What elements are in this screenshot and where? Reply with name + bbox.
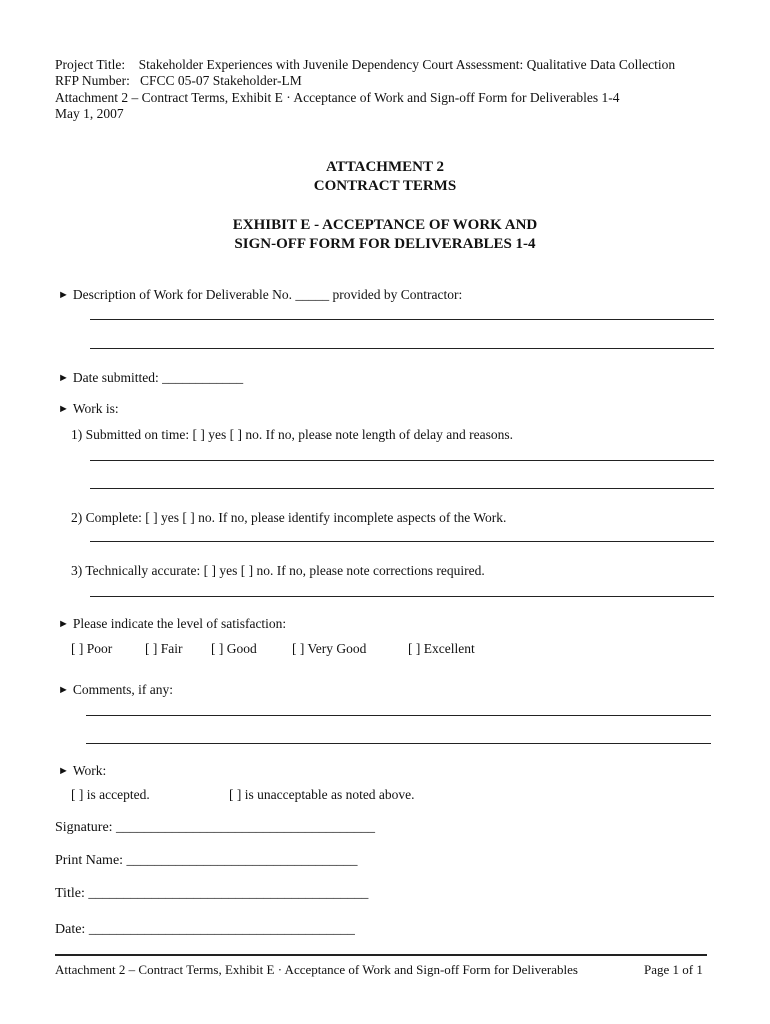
- print-name-field[interactable]: Print Name: _________________________________: [55, 853, 358, 868]
- comments-line-1[interactable]: [86, 715, 711, 716]
- question-complete[interactable]: 2) Complete: [ ] yes [ ] no. If no, please identify incomplete aspects of the Work.: [71, 510, 507, 525]
- question-submitted-on-time[interactable]: 1) Submitted on time: [ ] yes [ ] no. If no, please note length of delay and reasons.: [71, 427, 514, 442]
- delay-reason-line-2[interactable]: [90, 488, 714, 489]
- header-date: May 1, 2007: [55, 106, 124, 121]
- description-label: Description of Work for Deliverable No. _____ provided by Contractor:: [72, 287, 463, 302]
- description-line-1[interactable]: [90, 319, 714, 320]
- description-line-2[interactable]: [90, 348, 714, 349]
- date-submitted-field[interactable]: [58, 370, 243, 386]
- description-prompt: [58, 287, 462, 303]
- comments-label: Comments, if any:: [72, 682, 174, 697]
- title-signoff: SIGN-OFF FORM FOR DELIVERABLES 1-4: [234, 236, 536, 252]
- satisfaction-very-good[interactable]: [ ] Very Good: [292, 641, 367, 656]
- project-title-label: Project Title:: [55, 57, 126, 72]
- satisfaction-heading: [58, 616, 286, 632]
- delay-reason-line-1[interactable]: [90, 460, 714, 461]
- satisfaction-good[interactable]: [ ] Good: [211, 641, 257, 656]
- work-accepted-option[interactable]: [ ] is accepted.: [71, 787, 150, 802]
- arrow-right-icon: ►: [58, 289, 69, 301]
- title-attachment: ATTACHMENT 2: [326, 159, 444, 175]
- title-contract-terms: CONTRACT TERMS: [313, 178, 457, 194]
- comments-line-2[interactable]: [86, 743, 711, 744]
- work-label: Work:: [72, 763, 107, 778]
- work-unacceptable-option[interactable]: [ ] is unacceptable as noted above.: [229, 787, 415, 802]
- comments-heading: [58, 682, 173, 698]
- incomplete-aspects-line[interactable]: [90, 541, 714, 542]
- date-submitted-label: Date submitted: ____________: [72, 370, 244, 385]
- arrow-right-icon: ►: [58, 403, 69, 415]
- satisfaction-poor[interactable]: [ ] Poor: [71, 641, 113, 656]
- footer-divider: [55, 954, 707, 956]
- header-attachment-line: Attachment 2 – Contract Terms, Exhibit E · Acceptance of Work and Sign-off Form for Deliverables 1-4: [55, 90, 620, 105]
- date-field[interactable]: Date: ______________________________________: [55, 922, 355, 937]
- work-is-heading: [58, 401, 119, 417]
- corrections-line[interactable]: [90, 596, 714, 597]
- question-technically-accurate[interactable]: 3) Technically accurate: [ ] yes [ ] no. If no, please note corrections required.: [71, 563, 485, 578]
- signature-field[interactable]: Signature: _____________________________________: [55, 820, 376, 835]
- arrow-right-icon: ►: [58, 765, 69, 777]
- rfp-label: RFP Number:: [55, 73, 130, 88]
- header-project-title: [55, 57, 675, 74]
- title-field[interactable]: Title: ________________________________________: [55, 886, 369, 901]
- arrow-right-icon: ►: [58, 618, 69, 630]
- work-is-label: Work is:: [72, 401, 119, 416]
- satisfaction-excellent[interactable]: [ ] Excellent: [408, 641, 475, 656]
- satisfaction-fair[interactable]: [ ] Fair: [145, 641, 183, 656]
- rfp-value: CFCC 05-07 Stakeholder-LM: [140, 73, 302, 88]
- satisfaction-label: Please indicate the level of satisfaction:: [72, 616, 287, 631]
- project-title-value: Stakeholder Experiences with Juvenile Dependency Court Assessment: Qualitative Data Collection: [138, 57, 676, 72]
- footer-left: Attachment 2 – Contract Terms, Exhibit E · Acceptance of Work and Sign-off Form for Deliverables: [55, 962, 578, 977]
- header-rfp-number: [55, 73, 302, 90]
- arrow-right-icon: ►: [58, 684, 69, 696]
- arrow-right-icon: ►: [58, 372, 69, 384]
- footer-page-number: Page 1 of 1: [644, 962, 703, 977]
- title-exhibit: EXHIBIT E - ACCEPTANCE OF WORK AND: [232, 217, 538, 233]
- work-heading: [58, 763, 106, 779]
